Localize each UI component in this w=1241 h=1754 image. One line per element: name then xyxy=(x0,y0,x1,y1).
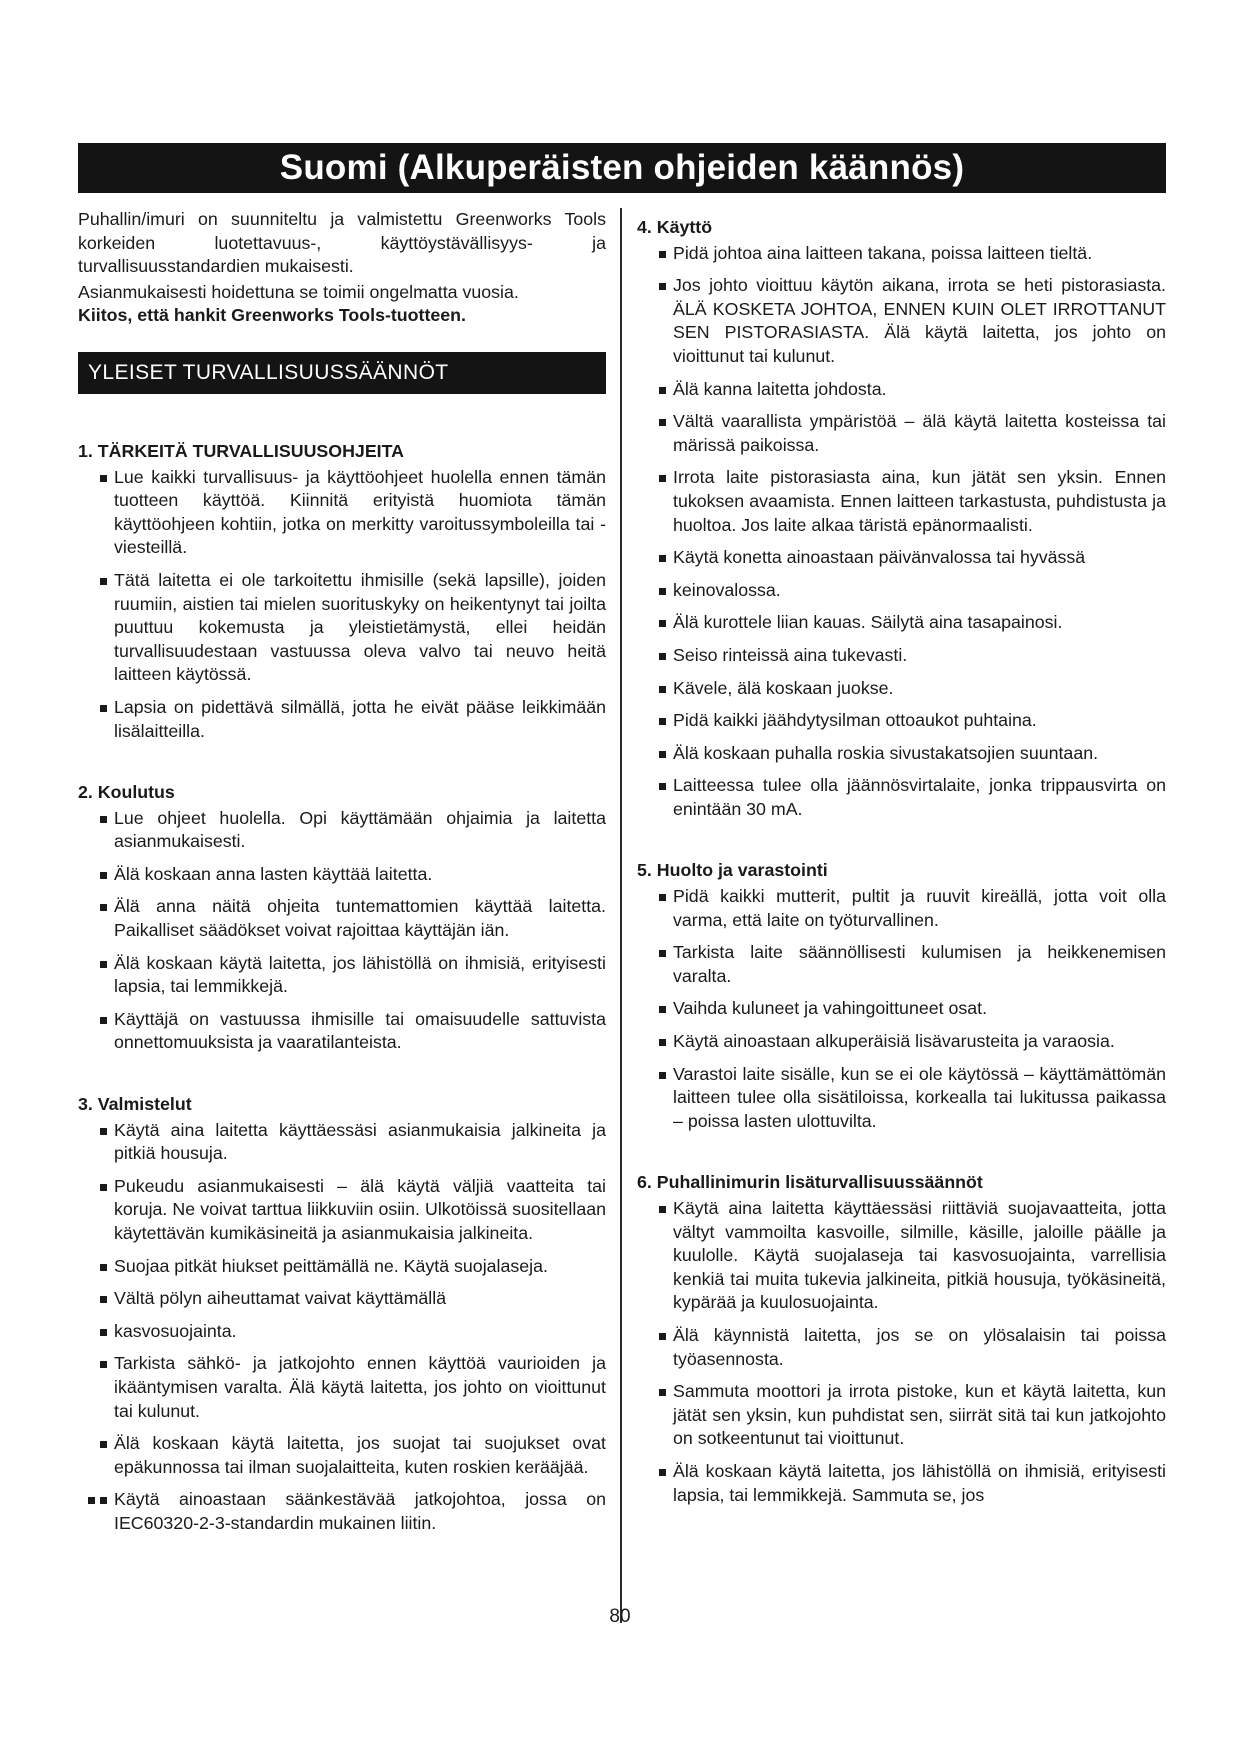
bullet-icon xyxy=(659,950,666,957)
bullet-icon xyxy=(100,1329,107,1336)
bullet-icon xyxy=(659,1072,666,1079)
list-item: Lue kaikki turvallisuus- ja käyttöohjeet huolella ennen tämän tuotteen käyttöä. Kiinnitä erityistä huomiota tämän käyttöohjeen kohtiin, jotka on merkitty varoitussymboleilla tai -viesteillä. xyxy=(78,466,606,560)
section-2-heading: 2. Koulutus xyxy=(78,782,175,803)
list-item: Käytä aina laitetta käyttäessäsi riittäviä suojavaatteita, jotta vältyt vammoilta kasvoille, silmille, käsille, jaloille päälle ja kuulolle. Käytä suojalaseja tai kasvosuojainta, varrellisia kenkiä tai muita tukevia jalkineita, pitkiä housuja, työkäsineitä, kypärää ja kuulosuojainta. xyxy=(637,1197,1166,1315)
left-column xyxy=(78,208,606,1545)
list-item: Älä käynnistä laitetta, jos se on ylösalaisin tai poissa työasennosta. xyxy=(637,1324,1166,1371)
section-2-list xyxy=(78,807,606,1055)
list-item: Jos johto vioittuu käytön aikana, irrota se heti pistorasiasta. ÄLÄ KOSKETA JOHTOA, ENNEN KUIN OLET IRROTTANUT SEN PISTORASIASTA. Älä käytä laitetta, jos johto on vioittunut tai kulunut. xyxy=(637,274,1166,368)
section-6-heading: 6. Puhallinimurin lisäturvallisuussäännöt xyxy=(637,1172,983,1193)
section-4-heading: 4. Käyttö xyxy=(637,217,713,237)
list-item: Laitteessa tulee olla jäännösvirtalaite, jonka trippausvirta on enintään 30 mA. xyxy=(637,774,1166,821)
bullet-icon xyxy=(659,751,666,758)
list-item: Kävele, älä koskaan juokse. xyxy=(637,677,1166,701)
list-item: Käytä ainoastaan alkuperäisiä lisävarusteita ja varaosia. xyxy=(637,1030,1166,1054)
list-item: Älä koskaan puhalla roskia sivustakatsojien suuntaan. xyxy=(637,742,1166,766)
list-item: Varastoi laite sisälle, kun se ei ole käytössä – käyttämättömän laitteen tulee olla sisätiloissa, korkealla tai lukitussa paikassa – poissa lasten ulottuvilta. xyxy=(637,1063,1166,1134)
bullet-icon xyxy=(659,653,666,660)
list-item: Tarkista sähkö- ja jatkojohto ennen käyttöä vaurioiden ja ikääntymisen varalta. Älä käytä laitetta, jos johto on vioittunut tai kulunut. xyxy=(78,1352,606,1423)
list-item: Vältä pölyn aiheuttamat vaivat käyttämällä xyxy=(78,1287,606,1311)
bullet-icon xyxy=(100,961,107,968)
bullet-icon xyxy=(659,783,666,790)
bullet-icon xyxy=(100,1361,107,1368)
bullet-icon xyxy=(659,555,666,562)
bullet-icon xyxy=(659,588,666,595)
bullet-icon xyxy=(100,1264,107,1271)
list-item: Älä kanna laitetta johdosta. xyxy=(637,378,1166,402)
list-item: Pukeudu asianmukaisesti – älä käytä väljiä vaatteita tai koruja. Ne voivat tarttua liikkuviin osiin. Ulkotöissä suositellaan käytettävän kumikäsineitä ja asianmukaisia jalkineita. xyxy=(78,1175,606,1246)
section-3-list xyxy=(78,1119,606,1536)
bullet-icon xyxy=(659,894,666,901)
section-4-list xyxy=(637,242,1166,822)
list-item: Käyttäjä on vastuussa ihmisille tai omaisuudelle sattuvista onnettomuuksista ja vaaratilanteista. xyxy=(78,1008,606,1055)
bullet-icon xyxy=(659,1206,666,1213)
bullet-icon xyxy=(659,1389,666,1396)
list-item: Pidä johtoa aina laitteen takana, poissa laitteen tieltä. xyxy=(637,242,1166,266)
bullet-icon xyxy=(88,1497,95,1504)
list-item: Suojaa pitkät hiukset peittämällä ne. Käytä suojalaseja. xyxy=(78,1255,606,1279)
list-item: Älä koskaan anna lasten käyttää laitetta. xyxy=(78,863,606,887)
section-5-heading: 5. Huolto ja varastointi xyxy=(637,860,828,881)
list-item: Seiso rinteissä aina tukevasti. xyxy=(637,644,1166,668)
list-item: Sammuta moottori ja irrota pistoke, kun et käytä laitetta, kun jätät sen yksin, kun puhdistat sen, siirrät sitä tai kun jatkojohto on sotkeentunut tai vioittunut. xyxy=(637,1380,1166,1451)
right-column xyxy=(637,216,1166,1516)
list-item: Käytä aina laitetta käyttäessäsi asianmukaisia jalkineita ja pitkiä housuja. xyxy=(78,1119,606,1166)
bullet-icon xyxy=(100,872,107,879)
bullet-icon xyxy=(100,1441,107,1448)
list-item: kasvosuojainta. xyxy=(78,1320,606,1344)
bullet-icon xyxy=(659,419,666,426)
bullet-icon xyxy=(659,1006,666,1013)
list-item: Pidä kaikki jäähdytysilman ottoaukot puhtaina. xyxy=(637,709,1166,733)
bullet-icon xyxy=(100,705,107,712)
column-divider xyxy=(620,208,622,1623)
section-5-list xyxy=(637,885,1166,1133)
list-item: Lapsia on pidettävä silmällä, jotta he eivät pääse leikkimään lisälaitteilla. xyxy=(78,696,606,743)
section-3-heading: 3. Valmistelut xyxy=(78,1094,192,1115)
list-item: Vältä vaarallista ympäristöä – älä käytä laitetta kosteissa tai märissä paikoissa. xyxy=(637,410,1166,457)
bullet-icon xyxy=(659,1333,666,1340)
bullet-icon xyxy=(659,475,666,482)
bullet-icon xyxy=(659,686,666,693)
general-safety-header: YLEISET TURVALLISUUSSÄÄNNÖT xyxy=(78,352,606,394)
page-title: Suomi (Alkuperäisten ohjeiden käännös) xyxy=(78,143,1166,193)
bullet-icon xyxy=(659,387,666,394)
page-number: 80 xyxy=(609,1606,631,1627)
bullet-icon xyxy=(100,904,107,911)
bullet-icon xyxy=(659,283,666,290)
bullet-icon xyxy=(659,1039,666,1046)
list-item: Vaihda kuluneet ja vahingoittuneet osat. xyxy=(637,997,1166,1021)
bullet-icon xyxy=(100,1296,107,1303)
bullet-icon xyxy=(100,1497,107,1504)
list-item: Käytä konetta ainoastaan päivänvalossa tai hyvässä xyxy=(637,546,1166,570)
intro-paragraph-1: Puhallin/imuri on suunniteltu ja valmistettu Greenworks Tools korkeiden luotettavuus-, käyttöystävällisyys- ja turvallisuusstandardien mukaisesti. xyxy=(78,209,606,277)
list-item: Älä koskaan käytä laitetta, jos lähistöllä on ihmisiä, erityisesti lapsia, tai lemmikkejä. xyxy=(78,952,606,999)
bullet-icon xyxy=(659,620,666,627)
list-item: Käytä ainoastaan säänkestävää jatkojohtoa, jossa on IEC60320-2-3-standardin mukainen liitin. xyxy=(78,1488,606,1535)
list-item: Tarkista laite säännöllisesti kulumisen ja heikkenemisen varalta. xyxy=(637,941,1166,988)
bullet-icon xyxy=(659,1469,666,1476)
list-item: Tätä laitetta ei ole tarkoitettu ihmisille (sekä lapsille), joiden ruumiin, aistien tai mielen suorituskyky on heikentynyt tai joilta puuttuu kokemusta ja yleistietämystä, ellei heidän turvallisuudestaan vastuussa oleva valvo tai neuvo heitä laitteen käytössä. xyxy=(78,569,606,687)
bullet-icon xyxy=(100,1017,107,1024)
bullet-icon xyxy=(100,1184,107,1191)
intro-paragraph-2: Asianmukaisesti hoidettuna se toimii ongelmatta vuosia. xyxy=(78,281,519,302)
bullet-icon xyxy=(659,251,666,258)
bullet-icon xyxy=(100,816,107,823)
bullet-icon xyxy=(100,475,107,482)
list-item: keinovalossa. xyxy=(637,579,1166,603)
section-6-list xyxy=(637,1197,1166,1507)
list-item: Älä anna näitä ohjeita tuntemattomien käyttää laitetta. Paikalliset säädökset voivat rajoittaa käyttäjän iän. xyxy=(78,895,606,942)
list-item: Älä koskaan käytä laitetta, jos lähistöllä on ihmisiä, erityisesti lapsia, tai lemmikkejä. Sammuta se, jos xyxy=(637,1460,1166,1507)
section-1-heading: 1. TÄRKEITÄ TURVALLISUUSOHJEITA xyxy=(78,440,405,461)
bullet-icon xyxy=(100,578,107,585)
list-item: Irrota laite pistorasiasta aina, kun jätät sen yksin. Ennen tukoksen avaamista. Ennen laitteen tarkastusta, puhdistusta ja huoltoa. Jos laite alkaa täristä epänormaalisti. xyxy=(637,466,1166,537)
intro-thanks: Kiitos, että hankit Greenworks Tools-tuotteen. xyxy=(78,305,466,326)
list-item: Älä kurottele liian kauas. Säilytä aina tasapainosi. xyxy=(637,611,1166,635)
section-1-list xyxy=(78,466,606,744)
bullet-icon xyxy=(100,1128,107,1135)
list-item: Älä koskaan käytä laitetta, jos suojat tai suojukset ovat epäkunnossa tai ilman suojalaitteita, kuten roskien kerääjää. xyxy=(78,1432,606,1479)
list-item: Pidä kaikki mutterit, pultit ja ruuvit kireällä, jotta voit olla varma, että laite on työturvallinen. xyxy=(637,885,1166,932)
bullet-icon xyxy=(659,718,666,725)
list-item: Lue ohjeet huolella. Opi käyttämään ohjaimia ja laitetta asianmukaisesti. xyxy=(78,807,606,854)
